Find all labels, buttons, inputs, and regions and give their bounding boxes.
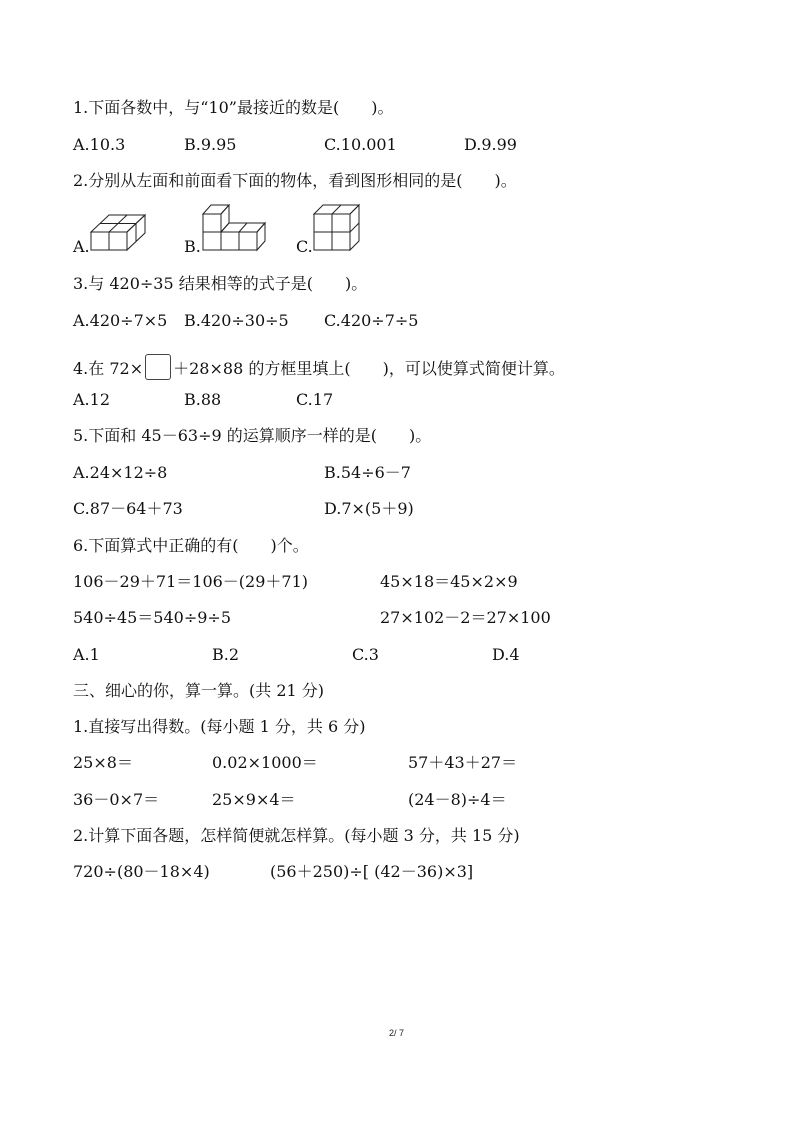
q5-option-b: B.54÷6－7 [324,463,411,482]
q1-option-c: C.10.001 [324,135,397,154]
calc-item-2: 0.02×1000＝ [212,753,318,772]
q3-option-a: A.420÷7×5 [73,311,168,330]
cube-figure-c [313,204,363,256]
q5-option-c: C.87－64＋73 [73,499,183,518]
q2-option-a: A. [73,237,90,256]
q6-option-b: B.2 [212,645,240,664]
q6-expr-2: 45×18＝45×2×9 [380,572,518,591]
q1-option-d: D.9.99 [464,135,517,154]
q3-option-b: B.420÷30÷5 [184,311,289,330]
q6-option-a: A.1 [73,645,100,664]
question-2-stem: 2.分别从左面和前面看下面的物体，看到图形相同的是( )。 [73,171,517,190]
question-3-stem: 3.与 420÷35 结果相等的式子是( )。 [73,274,368,293]
calc-item-5: 25×9×4＝ [212,790,296,809]
q4-stem-before: 4.在 72× [73,359,144,378]
q6-expr-1: 106－29＋71＝106－(29＋71) [73,572,309,591]
q4-option-a: A.12 [73,390,110,409]
cube-figure-b [202,204,270,256]
q2-option-c: C. [296,237,313,256]
q5-option-a: A.24×12÷8 [73,463,168,482]
q3-option-c: C.420÷7÷5 [324,311,419,330]
q1-option-b: B.9.95 [184,135,237,154]
calc-item-6: (24－8)÷4＝ [408,790,507,809]
q4-option-b: B.88 [184,390,222,409]
question-4-stem [73,354,565,380]
question-5-stem: 5.下面和 45－63÷9 的运算顺序一样的是( )。 [73,426,432,445]
simplify-item-1: 720÷(80－18×4) [73,862,210,881]
page-number: 2/ 7 [388,1028,404,1038]
q2-option-b: B. [184,237,201,256]
cube-figure-a [90,214,146,256]
simplify-item-2: (56＋250)÷[ (42－36)×3] [270,862,474,881]
q1-option-a: A.10.3 [73,135,126,154]
q6-option-c: C.3 [352,645,379,664]
q4-option-c: C.17 [296,390,334,409]
calc-item-3: 57＋43＋27＝ [408,753,518,772]
q6-expr-3: 540÷45＝540÷9÷5 [73,608,232,627]
q4-stem-after: ＋28×88 的方框里填上( )，可以使算式简便计算。 [173,359,565,378]
q6-expr-4: 27×102－2＝27×100 [380,608,551,627]
part-2-title: 2.计算下面各题，怎样简便就怎样算。(每小题 3 分，共 15 分) [73,826,520,845]
question-6-stem: 6.下面算式中正确的有( )个。 [73,536,309,555]
fill-in-box [145,354,171,380]
section-3-title: 三、细心的你，算一算。(共 21 分) [73,681,325,700]
calc-item-4: 36－0×7＝ [73,790,160,809]
q6-option-d: D.4 [492,645,520,664]
question-1-stem: 1.下面各数中，与“10”最接近的数是( )。 [73,98,394,117]
calc-item-1: 25×8＝ [73,753,133,772]
q5-option-d: D.7×(5＋9) [324,499,414,518]
part-1-title: 1.直接写出得数。(每小题 1 分，共 6 分) [73,717,366,736]
